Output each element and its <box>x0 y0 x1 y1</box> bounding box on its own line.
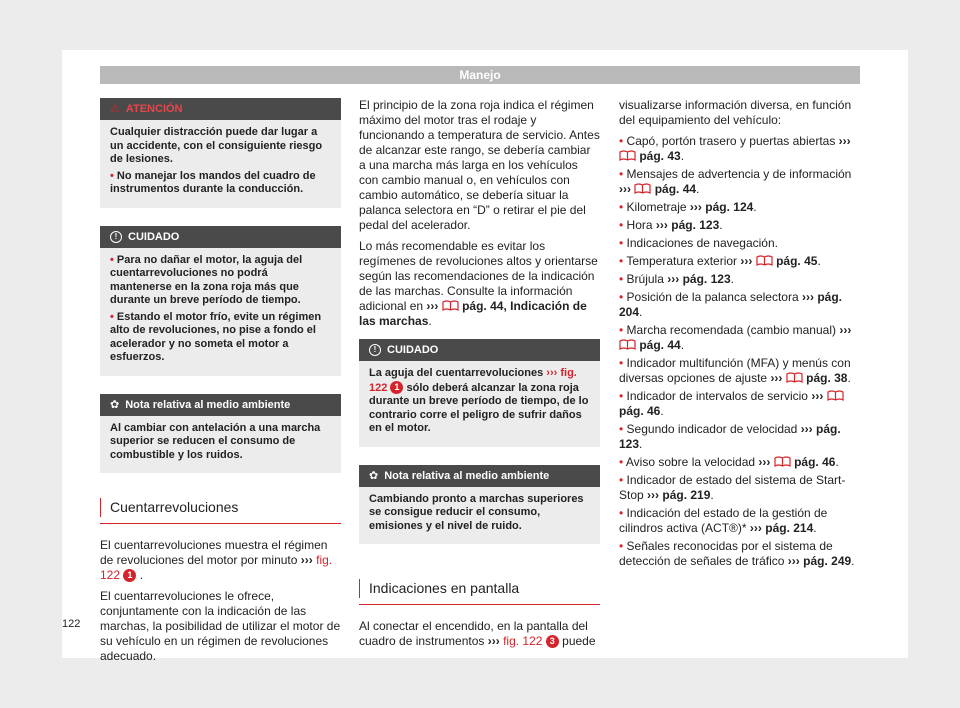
list-item: • Indicador multifunción (MFA) y menús con diversas opciones de ajuste ››› pág. 38. <box>619 356 851 385</box>
list-item: • Brújula ››› pág. 123. <box>619 272 734 286</box>
cuidado-box <box>100 226 341 376</box>
page-link[interactable]: pág. 249 <box>803 554 852 568</box>
column-3 <box>619 98 860 572</box>
cuentarrevoluciones-paragraph-1: El cuentarrevoluciones muestra el régimen de revoluciones del motor por minuto ››› fig. 122 1 . <box>100 538 333 582</box>
list-item: • Mensajes de advertencia y de información ››› pág. 44. <box>619 167 852 196</box>
list-item: • Señales reconocidas por el sistema de detección de señales de tráfico ››› pág. 249. <box>619 539 855 568</box>
book-icon <box>619 150 636 161</box>
cuidado-box-2 <box>359 339 600 447</box>
warning-icon: ⚠ <box>110 103 120 115</box>
cuidado-text-2: La aguja del cuentarrevoluciones ››› fig. 122 1 sólo deberá alcanzar la zona roja durante un breve período de tiempo, de lo contrario corre el peligro de sufrir daños en el motor. <box>369 367 589 434</box>
page-link[interactable]: pág. 38 <box>806 371 848 385</box>
page-link[interactable]: pág. 219 <box>662 488 711 502</box>
medio-ambiente-box <box>100 394 341 474</box>
atencion-box <box>100 98 341 208</box>
page-link[interactable]: pág. 46 <box>619 404 661 418</box>
list-item: • Aviso sobre la velocidad ››› pág. 46. <box>619 455 839 469</box>
medio-ambiente-body <box>100 416 341 474</box>
info-circle-icon: ! <box>369 344 381 356</box>
page-link[interactable]: pág. 123 <box>671 218 720 232</box>
book-icon <box>786 372 803 383</box>
page-link[interactable]: pág. 44, Indicación de las marchas <box>359 299 587 328</box>
medio-ambiente-text: Al cambiar con antelación a una marcha superior se reducen el consumo de combustible y los ruidos. <box>110 421 321 461</box>
info-circle-icon: ! <box>110 231 122 243</box>
list-item: • Posición de la palanca selectora ››› pág. 204. <box>619 290 843 319</box>
atencion-text: Cualquier distracción puede dar lugar a un accidente, con el consiguiente riesgo de lesiones. <box>110 126 323 165</box>
book-icon <box>634 183 651 194</box>
page-link[interactable]: pág. 46 <box>794 455 836 469</box>
cuidado-body-2 <box>359 361 600 447</box>
page-link[interactable]: pág. 204 <box>619 290 843 319</box>
cuidado-bullet-1: • Para no dañar el motor, la aguja del cuentarrevoluciones no podrá mantenerse en la zona roja más que durante un breve período de tiempo. <box>110 253 303 306</box>
list-item: • Kilometraje ››› pág. 124. <box>619 200 757 214</box>
callout-number: 3 <box>546 635 559 648</box>
page-link[interactable]: pág. 44 <box>639 338 681 352</box>
medio-ambiente-title-2: Nota relativa al medio ambiente <box>384 469 550 482</box>
medio-ambiente-box-2 <box>359 465 600 545</box>
section-title-indicaciones: Indicaciones en pantalla <box>359 572 600 605</box>
column2-paragraph-1: El principio de la zona roja indica el régimen máximo del motor tras el rodaje y funcionando a temperatura de servicio. Antes de alcanzar este rango, se debería cambiar a una marcha más larga en los vehículos con cambio manual o, en vehículos con cambio automático, se debería situar la palanca selectora en “D” o retirar el pie del pedal del acelerador. <box>359 98 600 232</box>
list-item: • Hora ››› pág. 123. <box>619 218 723 232</box>
page-link[interactable]: pág. 124 <box>705 200 754 214</box>
page-link[interactable]: pág. 214 <box>765 521 814 535</box>
book-icon <box>619 339 636 350</box>
fig-link[interactable]: fig. 122 <box>503 634 543 648</box>
list-item: • Temperatura exterior ››› pág. 45. <box>619 254 821 268</box>
page-link[interactable]: pág. 123 <box>619 422 841 451</box>
column-1 <box>100 98 341 670</box>
page-link[interactable]: pág. 123 <box>682 272 731 286</box>
medio-ambiente-header-2 <box>359 465 600 487</box>
atencion-title: ATENCIÓN <box>125 103 183 115</box>
section-title-cuentarrevoluciones: Cuentarrevoluciones <box>100 491 341 524</box>
fig-link[interactable]: fig. 122 <box>100 553 333 582</box>
callout-number: 1 <box>390 381 403 394</box>
cuidado-header <box>100 226 341 248</box>
book-icon <box>774 456 791 467</box>
list-item: • Indicador de estado del sistema de Start-Stop ››› pág. 219. <box>619 473 846 502</box>
list-item: • Segundo indicador de velocidad ››› pág. 123. <box>619 422 841 451</box>
page-header: Manejo <box>100 66 860 84</box>
list-item: • Indicación del estado de la gestión de cilindros activa (ACT®)* ››› pág. 214. <box>619 506 828 535</box>
flower-icon: ✿ <box>110 398 120 411</box>
indicaciones-paragraph: Al conectar el encendido, en la pantalla del cuadro de instrumentos ››› fig. 122 3 puede <box>359 619 596 648</box>
atencion-bullet: • No manejar los mandos del cuadro de instrumentos durante la conducción. <box>110 169 316 195</box>
fig-link[interactable]: fig. 122 <box>369 367 577 394</box>
cuidado-body <box>100 248 341 376</box>
list-item: • Capó, portón trasero y puertas abiertas ››› pág. 43. <box>619 134 851 163</box>
flower-icon: ✿ <box>369 469 379 482</box>
book-icon <box>756 255 773 266</box>
list-item: • Indicaciones de navegación. <box>619 236 778 250</box>
column2-paragraph-2: Lo más recomendable es evitar los regímenes de revoluciones altos y orientarse según las recomendaciones de la indicación de las marchas. Consulte la información adicional en ››› pág. 44, Indicación de las marchas. <box>359 239 598 328</box>
page-link[interactable]: pág. 43 <box>639 149 681 163</box>
medio-ambiente-text-2: Cambiando pronto a marchas superiores se consigue reducir el consumo, emisiones y el nivel de ruido. <box>369 492 584 532</box>
book-icon <box>442 300 459 311</box>
display-items-list <box>619 134 860 569</box>
cuidado-title: CUIDADO <box>128 230 180 243</box>
column3-intro: visualizarse información diversa, en función del equipamiento del vehículo: <box>619 98 852 127</box>
callout-number: 1 <box>123 569 136 582</box>
medio-ambiente-body-2 <box>359 487 600 545</box>
cuidado-bullet-2: • Estando el motor frío, evite un régimen alto de revoluciones, no pise a fondo el acelerador y no someta el motor a esfuerzos. <box>110 310 322 363</box>
page-number: 122 <box>62 618 81 630</box>
list-item: • Marcha recomendada (cambio manual) ››› pág. 44. <box>619 323 852 352</box>
list-item: • Indicador de intervalos de servicio ››› pág. 46. <box>619 389 860 419</box>
page-link[interactable]: pág. 44 <box>654 182 697 196</box>
cuidado-header-2 <box>359 339 600 361</box>
column-2 <box>359 98 600 655</box>
atencion-header <box>100 98 341 120</box>
medio-ambiente-title: Nota relativa al medio ambiente <box>125 398 291 411</box>
cuentarrevoluciones-paragraph-2: El cuentarrevoluciones le ofrece, conjuntamente con la indicación de las marchas, la posibilidad de utilizar el motor de su vehículo en un régimen de revoluciones adecuado. <box>100 589 341 663</box>
book-icon <box>827 390 844 401</box>
page-link[interactable]: pág. 45 <box>776 254 818 268</box>
medio-ambiente-header <box>100 394 341 416</box>
cuidado-title-2: CUIDADO <box>387 344 439 356</box>
atencion-body <box>100 120 341 208</box>
